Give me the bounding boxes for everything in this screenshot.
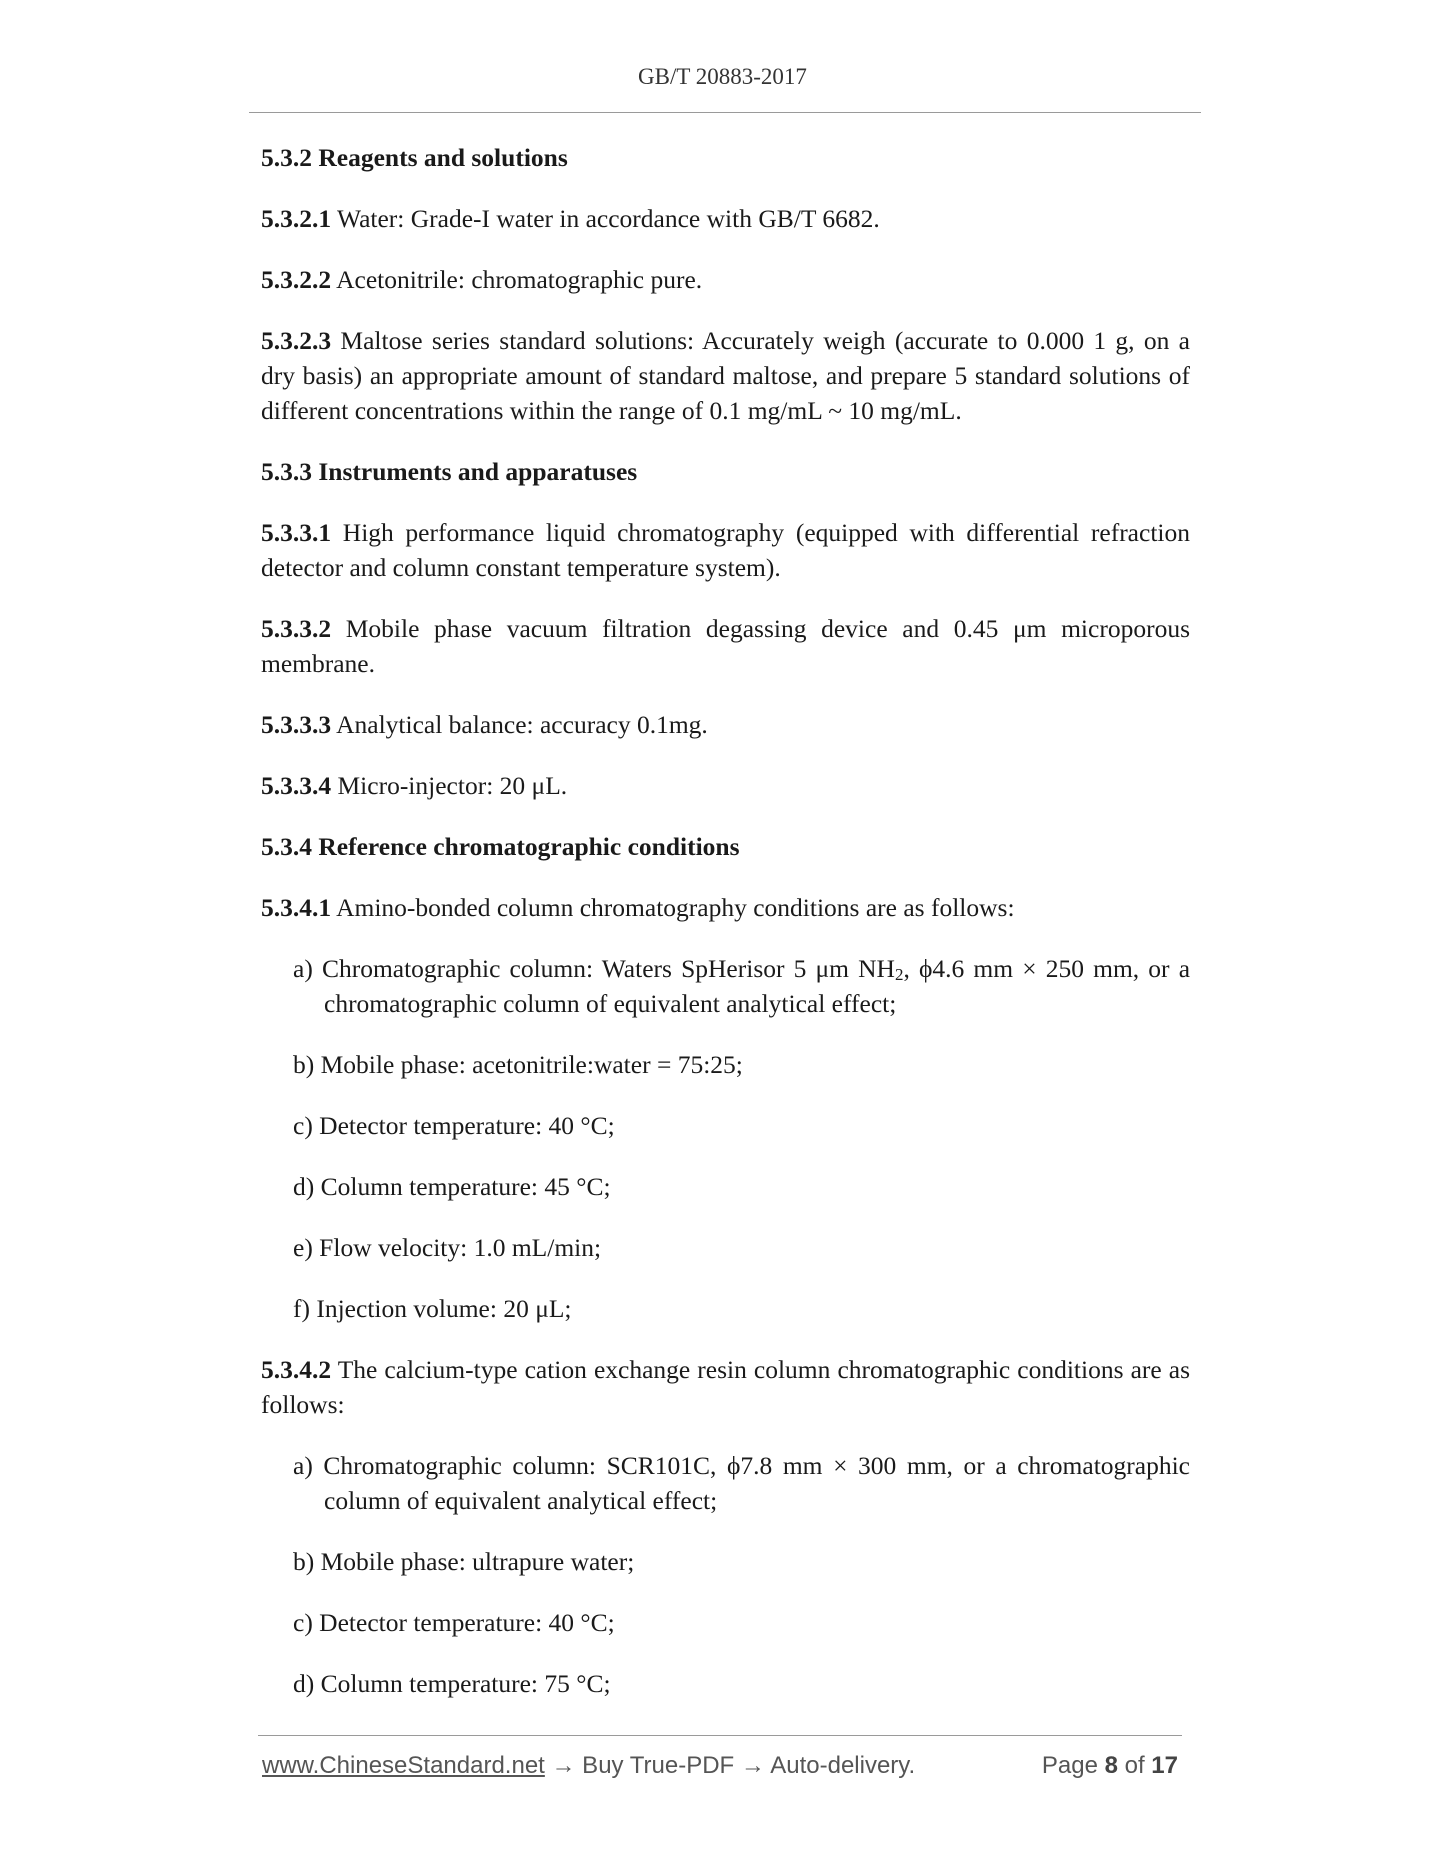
footer-promo-text: → Buy True-PDF → Auto-delivery. — [544, 1752, 916, 1779]
page-indicator: Page 8 of 17 — [1041, 1752, 1178, 1779]
clause-text: Amino-bonded column chromatography conditions are as follows: — [331, 893, 1015, 922]
clause-text: The calcium-type cation exchange resin column chromatographic conditions are as follows: — [261, 1355, 1190, 1419]
clause-text: Maltose series standard solutions: Accurately weigh (accurate to 0.000 1 g, on a dry basis) an appropriate amount of standard maltose, and prepare 5 standard solutions of different concentrations within the range of 0.1 mg/mL ~ 10 mg/mL. — [261, 326, 1190, 425]
section-heading-5-3-3: 5.3.3 Instruments and apparatuses — [261, 457, 638, 486]
chinesestandard-link[interactable]: www.ChineseStandard.net — [262, 1752, 545, 1779]
clause-text: Water: Grade-I water in accordance with GB/T 6682. — [331, 204, 880, 233]
header-divider — [249, 112, 1201, 113]
list-item-detector-temp: c) Detector temperature: 40 °C; — [293, 1111, 615, 1140]
list-item-column-temp: d) Column temperature: 45 °C; — [293, 1172, 611, 1201]
clause-number: 5.3.2.1 — [261, 204, 332, 233]
list-item-flow-velocity: e) Flow velocity: 1.0 mL/min; — [293, 1233, 602, 1262]
document-code-header: GB/T 20883-2017 — [638, 64, 807, 89]
page-content — [261, 140, 1190, 1727]
list-item-mobile-phase-2: b) Mobile phase: ultrapure water; — [293, 1547, 635, 1576]
clause-number: 5.3.2.2 — [261, 265, 332, 294]
subscript-2: 2 — [894, 965, 904, 984]
clause-5-3-3-2 — [261, 611, 1190, 681]
clause-text: Micro-injector: 20 μL. — [331, 771, 568, 800]
clause-5-3-3-3 — [261, 707, 1190, 742]
clause-5-3-3-1 — [261, 515, 1190, 585]
clause-number: 5.3.4.1 — [261, 893, 332, 922]
clause-number: 5.3.3.2 — [261, 614, 332, 643]
clause-number: 5.3.2.3 — [261, 326, 332, 355]
current-page-number: 8 — [1104, 1752, 1118, 1779]
clause-number: 5.3.3.4 — [261, 771, 332, 800]
clause-text: Acetonitrile: chromatographic pure. — [331, 265, 703, 294]
list-item-column-amino: a) Chromatographic column: Waters SpHerisor 5 μm $NH_2$, ϕ4.6 mm × 250 mm, or a chromatographic column of equivalent analytical effect; — [293, 954, 1191, 1018]
clause-text: High performance liquid chromatography (equipped with differential refraction detector and column constant temperature system). — [261, 518, 1190, 582]
clause-text: Analytical balance: accuracy 0.1mg. — [331, 710, 708, 739]
list-item-column-temp-2: d) Column temperature: 75 °C; — [293, 1669, 611, 1698]
clause-5-3-2-1 — [261, 201, 1190, 236]
page-footer — [262, 1752, 1182, 1782]
section-heading-5-3-4: 5.3.4 Reference chromatographic conditions — [261, 832, 740, 861]
total-pages-number: 17 — [1151, 1752, 1178, 1779]
list-item-injection-volume: f) Injection volume: 20 μL; — [293, 1294, 572, 1323]
footer-promo — [262, 1752, 915, 1780]
clause-5-3-4-1 — [261, 890, 1190, 925]
clause-number: 5.3.4.2 — [261, 1355, 332, 1384]
clause-5-3-3-4 — [261, 768, 1190, 803]
clause-number: 5.3.3.1 — [261, 518, 332, 547]
list-item-mobile-phase: b) Mobile phase: acetonitrile:water = 75:25; — [293, 1050, 743, 1079]
clause-5-3-2-2 — [261, 262, 1190, 297]
clause-text: Mobile phase vacuum filtration degassing device and 0.45 μm microporous membrane. — [261, 614, 1190, 678]
footer-divider — [258, 1735, 1182, 1736]
clause-5-3-2-3 — [261, 323, 1190, 428]
section-heading-5-3-2: 5.3.2 Reagents and solutions — [261, 143, 568, 172]
list-item-detector-temp-2: c) Detector temperature: 40 °C; — [293, 1608, 615, 1637]
clause-5-3-4-2 — [261, 1352, 1190, 1422]
clause-number: 5.3.3.3 — [261, 710, 332, 739]
list-item-column-calcium: a) Chromatographic column: SCR101C, ϕ7.8 mm × 300 mm, or a chromatographic column of equivalent analytical effect; — [293, 1451, 1190, 1515]
